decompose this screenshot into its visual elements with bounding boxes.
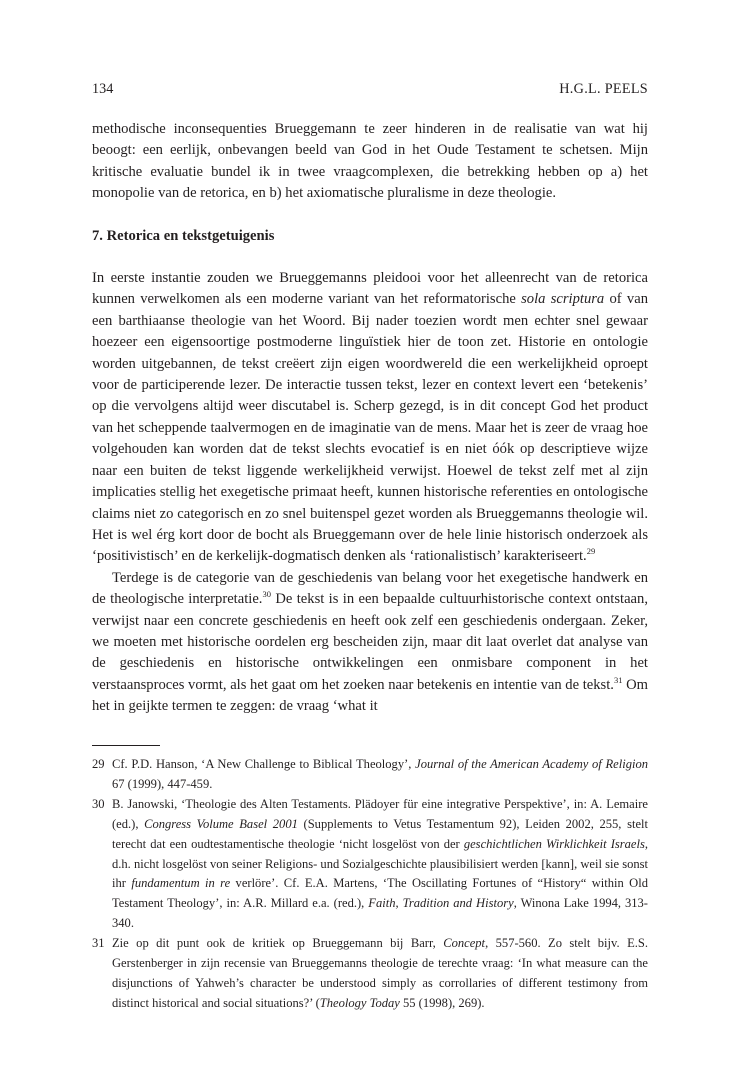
- footnote-number: 31: [92, 936, 105, 951]
- paragraph-3: [92, 568, 648, 718]
- footnote-italic: Faith, Tradition and History: [368, 896, 514, 911]
- footnote-italic: Congress Volume Basel 2001: [144, 816, 298, 831]
- section-heading: 7. Retorica en tekstgetuigenis: [92, 227, 275, 244]
- footnote-ref-29[interactable]: 29: [586, 546, 596, 557]
- paragraph-2-text-b: of van een barthiaanse theologie van het Woord. Bij nader toezien wordt men echter snel gewaar hoezeer een eigensoortige postmoderne linguïstiek hier de toon zet. Historie en ontologie worden uitgebannen, de tekst creëert zijn eigen woordwereld die een werkelijkheid oproept voor de participerende lezer. De interactie tussen tekst, lezer en context levert een ‘betekenis’ op die vervolgens altijd weer discutabel is. Scherp gezegd, is in dit concept God het product van het scheppende taalvermogen en de imaginatie van de mens. Maar het is zeer de vraag hoe volgehouden kan worden dat de tekst slechts evocatief is en niet óók op descriptieve wijze naar een buiten de tekst liggende werkelijkheid verwijst. Hoewel de tekst zelf met al zijn implicaties stellig het exegetische primaat heeft, kunnen historische referenties en ontologische claims niet zo categorisch en zo snel buitenspel gezet worden als Brueggemanns theologie wil. Het is wel érg kort door de bocht als Brueggemann over de hele linie historisch onderzoek als ‘positivistisch’ en de kerkelijk-dogmatisch denken als ‘rationalistisch’ karakteriseert.: [92, 291, 648, 565]
- footnote-italic: fundamentum in re: [131, 876, 231, 891]
- footnote-number: 29: [92, 757, 105, 771]
- paragraph-1: methodische inconsequenties Brueggemann te zeer hinderen in de realisatie van wat hij beoogt: een eerlijk, onbevangen beeld van God in het Oude Testament te schetsen. Mijn kritische evaluatie bundel ik in twee vraagcomplexen, die betrekking hebben op a) het monopolie van de retorica, en b) het axiomatische pluralisme in deze theologie.: [92, 121, 648, 202]
- footnote-divider: [92, 745, 160, 746]
- footnote-number: 30: [92, 796, 105, 811]
- paragraph-2: [92, 268, 648, 568]
- paragraph-2-italic: sola scriptura: [521, 291, 605, 308]
- paragraph-3-text-a: Terdege is de categorie van de geschiedenis van belang voor het exegetische handwerk en de theologische interpretatie.: [92, 569, 648, 608]
- footnote-italic: Concept: [443, 936, 486, 951]
- footnote-31: [92, 934, 648, 1014]
- footnote-ref-30[interactable]: 30: [262, 589, 271, 600]
- footnote-italic: Journal of the American Academy of Religion: [415, 757, 649, 771]
- footnote-text: , Winona Lake 1994, 313-340.: [112, 896, 648, 931]
- footnote-italic: Theology Today: [319, 995, 400, 1010]
- footnote-text: Cf. P.D. Hanson, ‘A New Challenge to Biblical Theology’,: [112, 757, 416, 771]
- paragraph-3-text-c: Om het in geijkte termen te zeggen: de vraag ‘what it: [92, 676, 648, 715]
- footnote-text: 55 (1998), 269).: [399, 995, 485, 1010]
- footnote-text: B. Janowski, ‘Theologie des Alten Testaments. Plädoyer für eine integrative Perspektive’, in: A. Lemaire (ed.),: [112, 796, 648, 831]
- page-header: [92, 80, 648, 100]
- main-text: [92, 119, 648, 718]
- footnote-text: , d.h. nicht losgelöst von seiner Religions- und Sozialgeschichte plausibilisiert werden [kann], weil sie sonst ihr: [112, 836, 648, 891]
- footnote-29: [92, 755, 648, 795]
- footnote-30: [92, 795, 648, 934]
- footnote-text: (Supplements to Vetus Testamentum 92), Leiden 2002, 255, stelt terecht dat een oudtestamentische theologie ‘nicht losgelöst von der: [112, 816, 648, 851]
- footnotes: [92, 755, 648, 1014]
- footnote-text: verlöre’. Cf. E.A. Martens, ‘The Oscillating Fortunes of “History“ within Old Testament Theology’, in: A.R. Millard e.a. (red.),: [112, 876, 648, 911]
- footnote-text: 67 (1999), 447-459.: [112, 776, 213, 791]
- page-number: 134: [92, 81, 114, 97]
- paragraph-3-text-b: De tekst is in een bepaalde cultuurhistorische context ontstaan, verwijst naar een concrete geschiedenis en heeft ook zelf een geschiedenis ondergaan. Zeker, we moeten met historische oordelen erg bescheiden zijn, maar dit laat overlet dat analyse van de geschiedenis en historische ontwikkelingen een onmisbare component in het verstaansproces vormt, als het gaat om het zoeken naar betekenis en intentie van de tekst.: [92, 591, 648, 693]
- running-head: H.G.L. PEELS: [559, 81, 648, 97]
- footnote-text: Zie op dit punt ook de kritiek op Brueggemann bij Barr,: [112, 936, 444, 951]
- paragraph-2-text-a: In eerste instantie zouden we Brueggemanns pleidooi voor het alleenrecht van de retorica kunnen verwelkomen als een moderne variant van het reformatorische: [92, 270, 648, 308]
- footnote-ref-31[interactable]: 31: [613, 674, 623, 685]
- footnote-text: , 557-560. Zo stelt bijv. E.S. Gerstenberger in zijn recensie van Brueggemanns theologie de terechte vraag: ‘In what measure can the disjunctions of Yahweh’s character be understood simply as corrollaries of different testimony from distinct historical and social situations?’ (: [112, 936, 648, 1010]
- footnote-italic: geschichtlichen Wirklichkeit Israels: [463, 836, 645, 851]
